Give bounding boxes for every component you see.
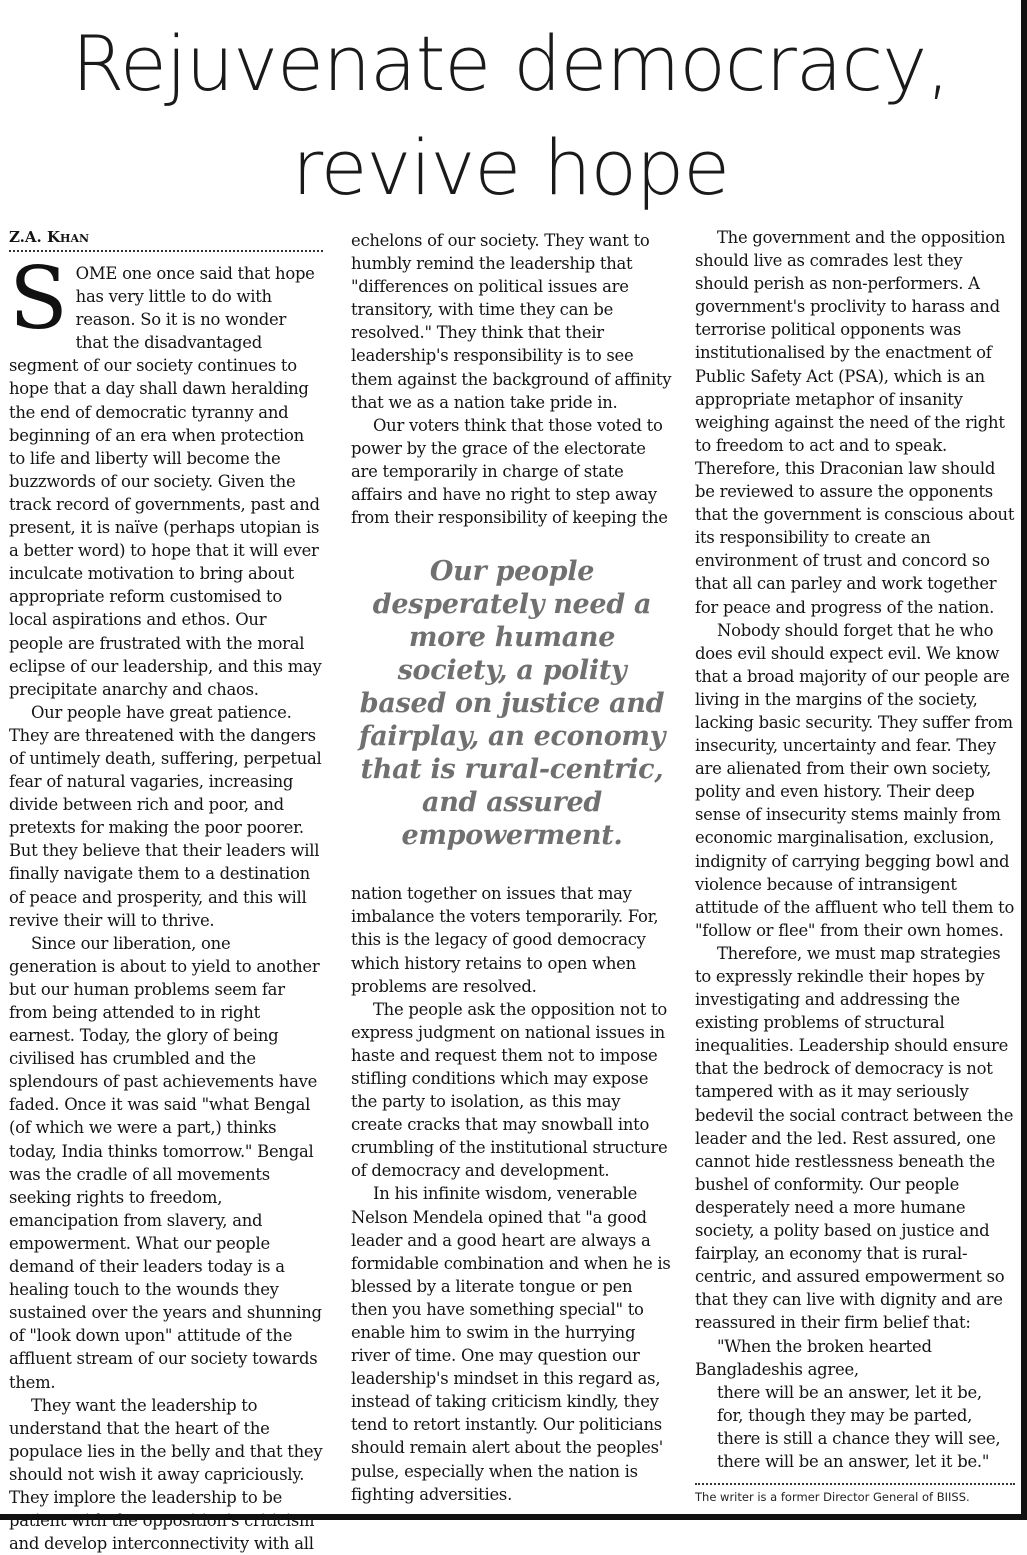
lead-in-caps: OME one: [75, 264, 152, 283]
paragraph: echelons of our society. They want to humbly remind the leadership that "differences on political issues are transitory, with time they can be resolved." They think that their leadership's responsibility is to see them against the background of affinity that we as a nation take pride in.: [351, 231, 672, 412]
byline: [9, 226, 323, 246]
paragraph: Our people have great patience. They are threatened with the dangers of untimely death, suffering, perpetual fear of natural vagaries, increasing divide between rich and poor, and pretexts for making the poor poorer. But they believe that their leaders will finally navigate them to a destination of peace and prosperity, and this will revive their will to thrive.: [9, 702, 322, 930]
poem-line: there will be an answer, let it be,: [717, 1382, 982, 1402]
headline-line-2: revive hope: [292, 123, 729, 212]
poem-line: there is still a chance they will see,: [717, 1428, 1001, 1448]
column-2: [351, 229, 673, 1506]
column-1: [9, 226, 323, 1555]
byline-initials: Z.A.: [9, 228, 42, 246]
paragraph: Nobody should forget that he who does evil should expect evil. We know that a broad majority of our people are living in the margins of the society, lacking basic security. They suffer from insecurity, uncertainty and fear. They are alienated from their own society, polity and even history. Their deep sense of insecurity stems mainly from economic marginalisation, exclusion, indignity of carrying begging bowl and violence because of intransigent attitude of the affluent who tell them to "follow or flee" from their own homes.: [695, 620, 1015, 940]
paragraph: They want the leadership to understand that the heart of the populace lies in the belly and that they should not wish it away capriciously. They implore the leadership to be patient with the opposition's criticism and develop interconnectivity with all: [9, 1395, 323, 1554]
footnote-divider: [695, 1483, 1015, 1485]
author-footnote: The writer is a former Director General of BIISS.: [695, 1490, 970, 1505]
paragraph: nation together on issues that may imbalance the voters temporarily. For, this is the legacy of good democracy which history retains to open when problems are resolved.: [351, 884, 659, 996]
paragraph: The people ask the opposition not to express judgment on national issues in haste and request them not to impose stifling conditions which may expose the party to isolation, as this may create cracks that may snowball into crumbling of the institutional structure of democracy and development.: [351, 999, 668, 1181]
poem-line: for, though they may be parted,: [717, 1405, 973, 1425]
paragraph: Since our liberation, one generation is about to yield to another but our human problems seem far from being attended to in right earnest. Today, the glory of being civilised has crumbled and the splendours of past achievements have faded. Once it was said "what Bengal (of which we were a part,) thinks today, India thinks tomorrow." Bengal was the cradle of all movements seeking rights to freedom, emancipation from slavery, and empowerment. What our people demand of their leaders today is a healing touch to the wounds they sustained over the years and shunning of "look down upon" attitude of the affluent stream of our society towards them.: [9, 933, 322, 1392]
paragraph: Our voters think that those voted to power by the grace of the electorate are temporarily in charge of state affairs and have no right to step away from their responsibility of keeping the: [351, 415, 668, 528]
drop-cap: S: [9, 249, 68, 349]
paragraph: [9, 249, 323, 701]
column-3: [695, 226, 1015, 1505]
page-border-right: [1021, 0, 1027, 1520]
headline-line-1: Rejuvenate democracy,: [71, 19, 950, 108]
poem-intro: "When the broken hearted Bangladeshis agree,: [695, 1336, 932, 1379]
pull-quote: Our people desperately need a more humane society, a polity based on justice and fairplay, an economy that is rural-centric, and assured empowerment.: [358, 556, 666, 852]
poem: [695, 1381, 1015, 1473]
poem-line: there will be an answer, let it be.": [717, 1451, 990, 1471]
paragraph: The government and the opposition should live as comrades lest they should perish as non-performers. A government's proclivity to harass and terrorise political opponents was institutionalised by the enactment of Public Safety Act (PSA), which is an appropriate metaphor of insanity weighing against the need of the right to freedom to act and to speak. Therefore, this Draconian law should be reviewed to assure the opponents that the government is conscious about its responsibility to create an environment of trust and concord so that all can parley and work together for peace and progress of the nation.: [695, 228, 1015, 617]
headline: [0, 12, 1021, 220]
paragraph: Therefore, we must map strategies to expressly rekindle their hopes by investigating and addressing the existing problems of structural inequalities. Leadership should ensure that the bedrock of democracy is not tampered with as it may seriously bedevil the social contract between the leader and the led. Rest assured, one cannot hide restlessness beneath the bushel of conformity. Our people desperately need a more humane society, a polity based on justice and fairplay, an economy that is rural-centric, and assured empowerment so that they can live with dignity and are reassured in their firm belief that:: [695, 943, 1014, 1333]
byline-surname: Khan: [47, 228, 90, 246]
lead-paragraph-text: once said that hope has very little to do with reason. So it is no wonder that the disadvantaged segment of our society continues to hope that a day shall dawn heralding the end of democratic tyranny and beginning of an era when protection to life and liberty will become the buzzwords of our society. Given the track record of governments, past and present, it is naïve (perhaps utopian is a better word) to hope that it will ever inculcate motivation to bring about appropriate reform customised to local aspirations and ethos. Our people are frustrated with the moral eclipse of our leadership, and this may precipitate anarchy and chaos.: [9, 264, 322, 699]
paragraph: In his infinite wisdom, venerable Nelson Mendela opined that "a good leader and a good heart are always a formidable combination and when he is blessed by a literate tongue or pen then you have something special" to enable him to swim in the hurrying river of time. One may question our leadership's mindset in this regard as, instead of taking criticism kindly, they tend to retort instantly. Our politicians should remain alert about the peoples' pulse, especially when the nation is fighting adversities.: [351, 1184, 671, 1504]
